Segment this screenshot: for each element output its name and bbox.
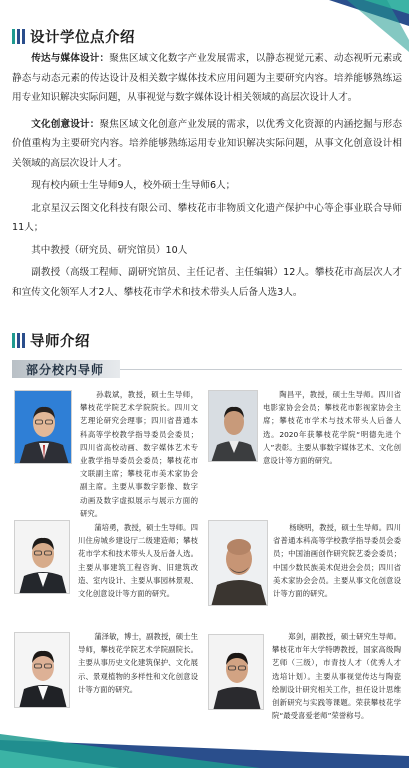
mentor-bio-text: 蒲培勇，教授，硕士生导师。四川住房城乡建设厅二级建造师；攀枝花市学术和技术带头人及后备人选。主要从事建筑工程咨询、旧建筑改造、室内设计、主要从事园林景观、文化创意设计等方面的研究。 — [78, 523, 198, 599]
section-title-degree — [12, 27, 135, 45]
mentor-photo-tao — [208, 390, 258, 462]
mentor-bio-yang — [273, 521, 401, 600]
mentor-photo-yang — [208, 520, 268, 606]
paragraph-joint-mentors: 北京星汉云图文化科技有限公司、攀枝花市非物质文化遗产保护中心等企事业联合导师11人； — [12, 202, 402, 233]
section-title-mentors — [12, 331, 90, 349]
corner-decoration-bottom — [0, 726, 409, 768]
sub-banner-internal-mentors — [12, 360, 402, 378]
paragraph-mentor-count: 现有校内硕士生导师9人，校外硕士生导师6人； — [31, 180, 236, 191]
mentor-bio-text: 孙载斌，教授，硕士生导师，攀枝花学院艺术学院院长。四川文艺理论研究会理事；四川省普通本科高等学校教学指导委员会委员；四川省高校动画、数字媒体艺术专业教学指导委员会委员；攀枝花市文联副主席；攀枝花市美术家协会副主席。主要从事数字影像、数字动画及数字虚拟展示与展示方面的研究。 — [80, 390, 198, 518]
mentor-photo-sun — [14, 390, 72, 464]
mentor-bio-text: 郑剑，副教授，硕士研究生导师。攀枝花市年大学特聘教授，国家高级陶艺师（三级），市青技人才（优秀人才选培计划）。主要从事视觉传达与陶瓷绘制设计研究相关工作，担任设计思维创新研究与实践等课题。荣获攀枝花学院“最受喜爱老师”荣誉称号。 — [272, 632, 401, 721]
paragraph-professors: 其中教授（研究员、研究馆员）10人 — [31, 244, 188, 256]
mentor-bio-text: 杨晓明，教授，硕士生导师。四川省普通本科高等学校教学指导委员会委员；中国油画创作研究院艺委会委员；中国少数民族美术促进会会员；四川省美术家协会会员。主要从事文化创意设计等方面的研究。 — [273, 523, 401, 599]
section-title-text: 导师介绍 — [30, 333, 90, 350]
paragraph-label: 传达与媒体设计： — [31, 53, 110, 64]
paragraph-body: 聚焦区域文化数字产业发展需求，以静态视觉元素、动态视听元素或静态与动态元素的传达设计及相关数字媒体技术应用问题为主要研究内容。培养能够熟练运用专业知识解决实际问题，从事视觉与数字媒体设计相关领域的高层次设计人才。 — [12, 53, 403, 103]
mentor-bio-sun — [80, 388, 198, 520]
mentor-photo-zheng — [208, 634, 264, 710]
mentor-bio-zheng — [272, 630, 401, 722]
paragraph-media-design — [12, 49, 402, 108]
mentor-bio-text: 陶昌平，教授，硕士生导师。四川省电影家协会会员；攀枝花市影视家协会主席；攀枝花市学术与技术带头人后备人选。2020年获攀枝花学院“明德先进个人”表彰。主要从事数字媒体艺术、文化创意设计等方面的研究。 — [263, 390, 401, 466]
paragraph-cultural-design — [12, 115, 402, 174]
mentor-photo-pu-zemin — [14, 632, 70, 708]
mentor-photo-pu-peiyong — [14, 520, 70, 594]
banner-line — [120, 369, 402, 370]
section-title-text: 设计学位点介绍 — [30, 29, 135, 46]
sub-banner-label: 部分校内导师 — [26, 363, 105, 377]
mentor-bio-tao — [263, 388, 401, 467]
degree-intro-text — [12, 49, 402, 302]
paragraph-body: 聚焦区域文化创意产业发展的需求，以优秀文化资源的内涵挖掘与形态价值重构为主要研究内容。培养能够熟练运用专业知识解决实际问题，从事文化创意设计相关领域的高层次设计人才。 — [12, 118, 403, 169]
title-bars-icon — [12, 29, 25, 44]
title-bars-icon — [12, 333, 25, 348]
mentor-bio-pu-peiyong — [78, 521, 198, 600]
paragraph-associate-professors: 副教授（高级工程师、副研究馆员、主任记者、主任编辑）12人。攀枝花市高层次人才和宣传文化领军人才2人、攀枝花市学术和技术带头人后备人选3人。 — [12, 267, 402, 298]
mentor-bio-text: 蒲泽敏，博士，副教授，硕士生导师，攀枝花学院艺术学院副院长。主要从事历史文化建筑保护、文化展示、景观植物的多样性和文化创意设计等方面的研究。 — [78, 632, 198, 694]
paragraph-label: 文化创意设计： — [31, 118, 100, 130]
mentor-bio-pu-zemin — [78, 630, 198, 696]
